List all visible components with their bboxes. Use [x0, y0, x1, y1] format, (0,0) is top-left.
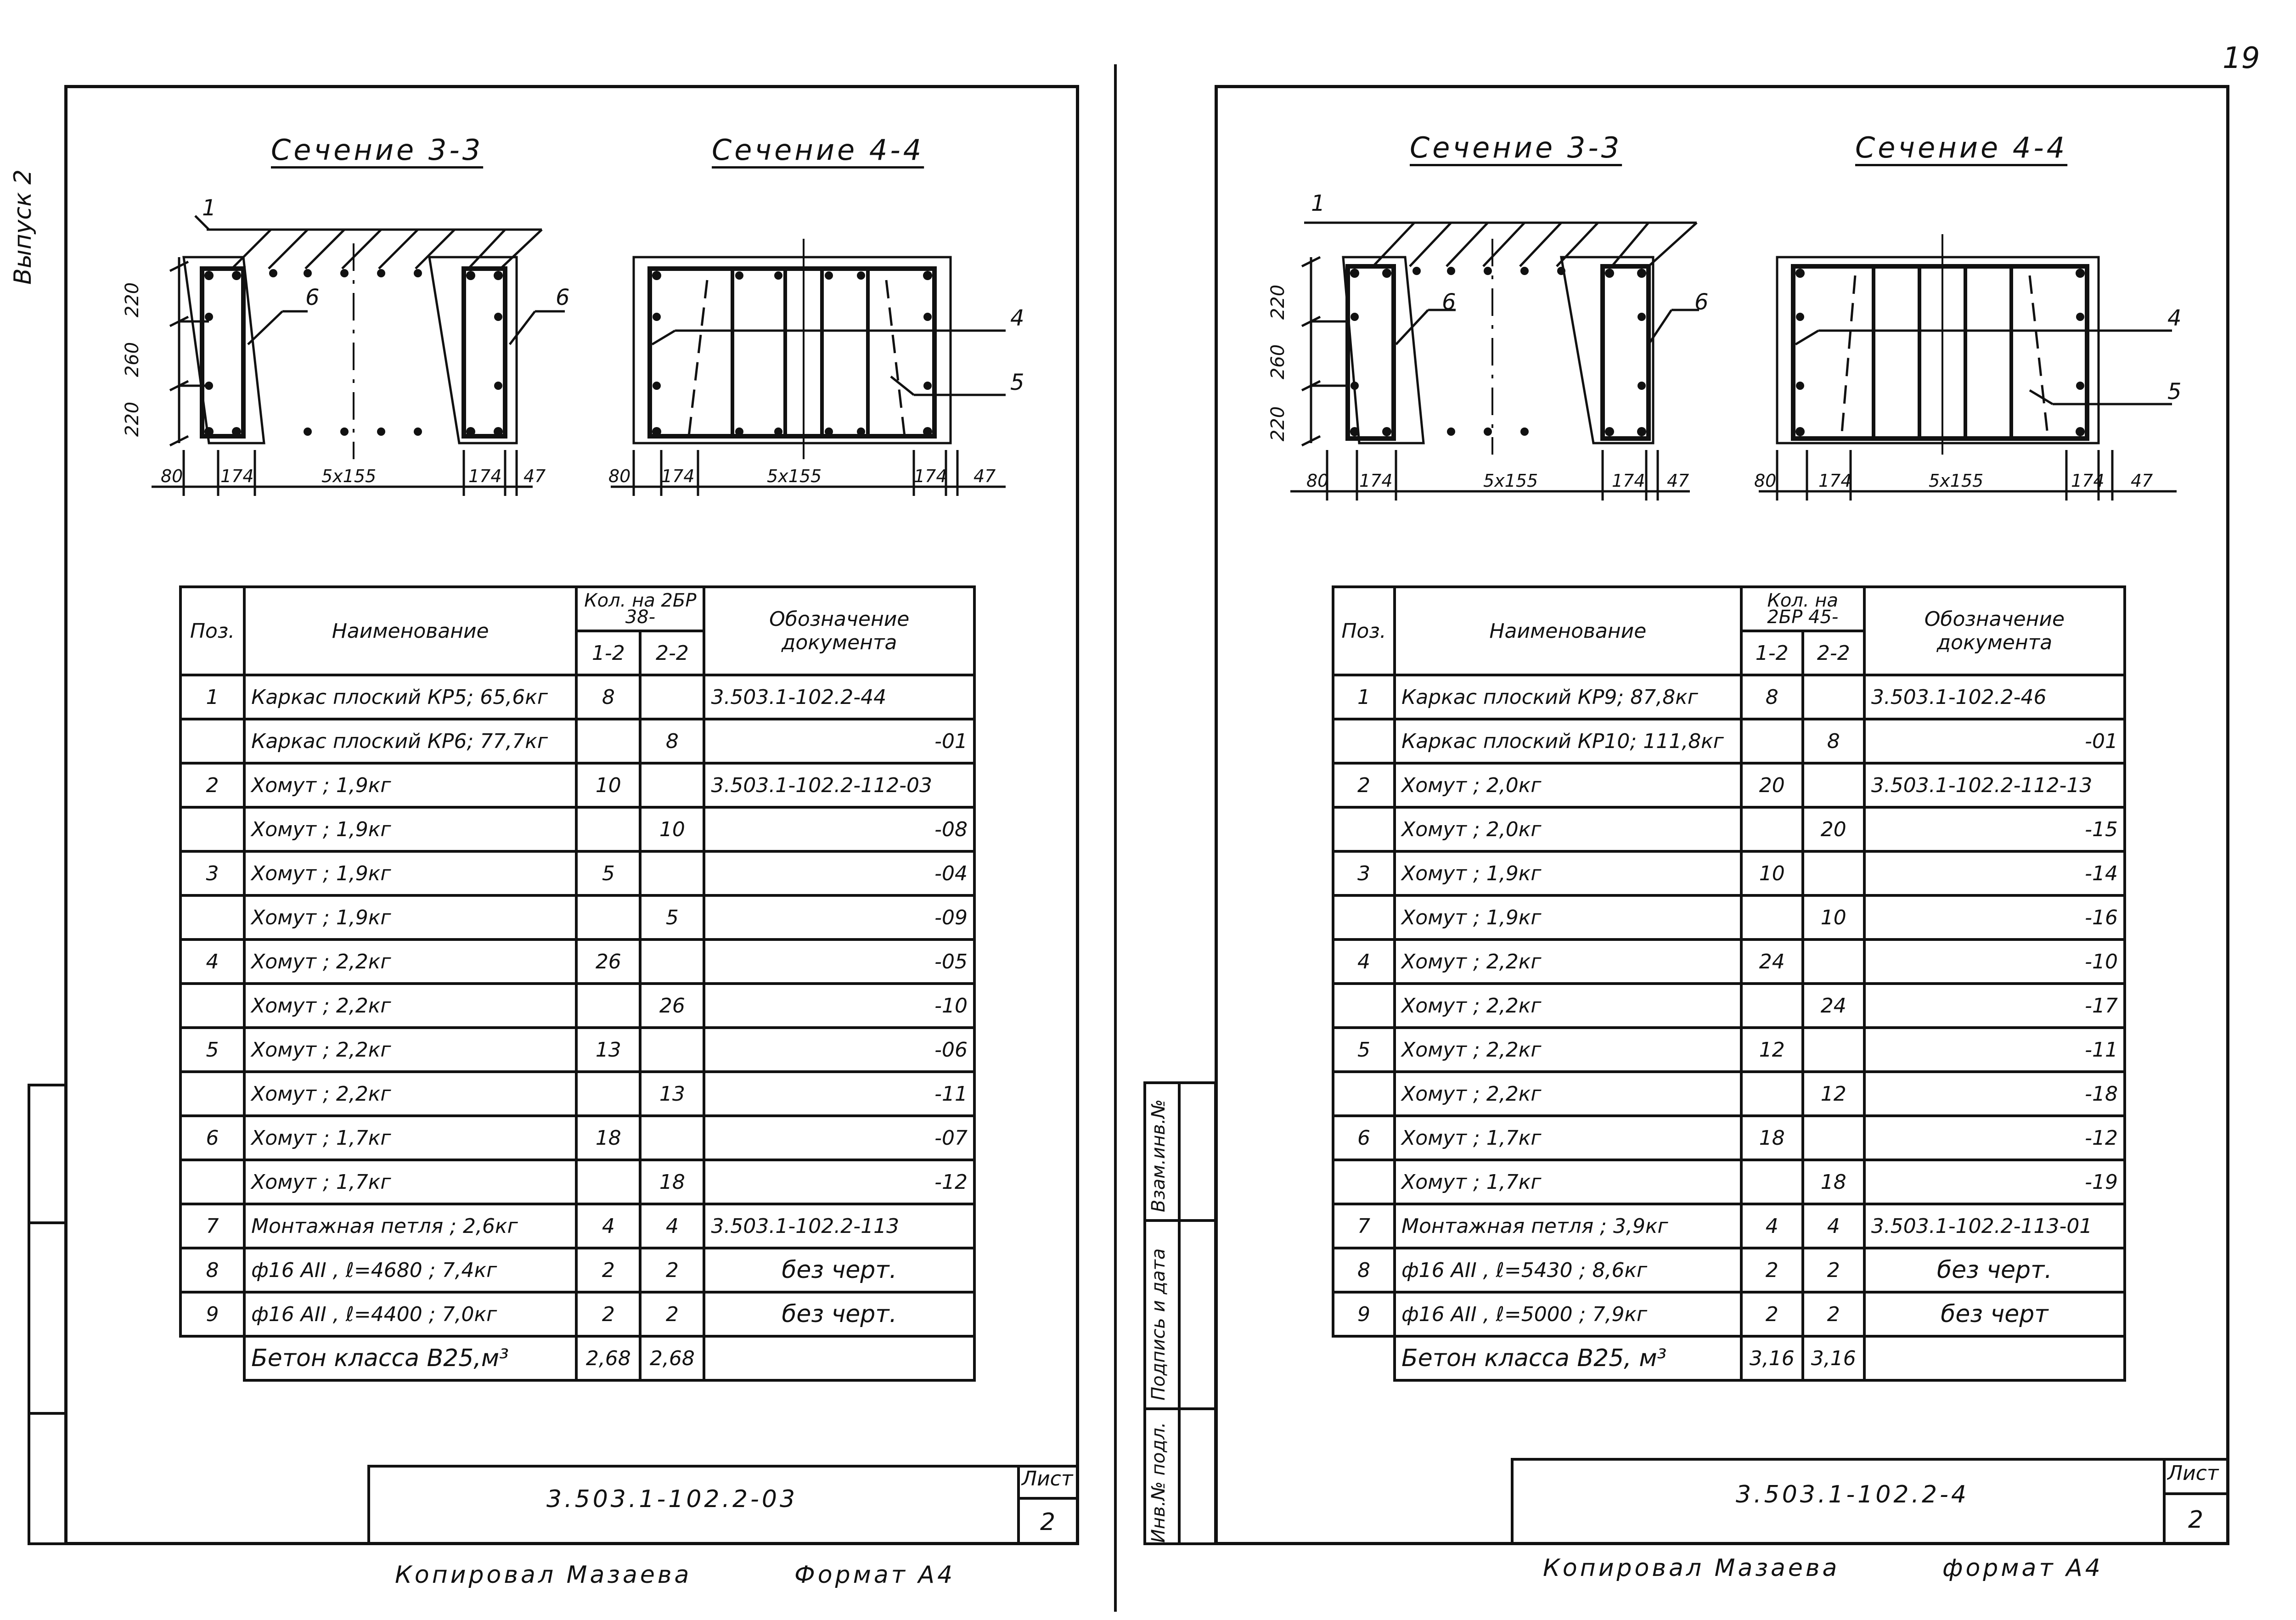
right-dim-b2: 174	[1359, 471, 1393, 491]
cell-pos: 8	[180, 1248, 244, 1292]
cell-q2: 3,16	[1803, 1336, 1864, 1380]
cell-pos: 7	[180, 1204, 244, 1248]
cell-doc: -01	[1864, 719, 2125, 763]
left-frame-kr-right	[464, 269, 505, 436]
th-qty: Кол. на 2БР 38-	[576, 587, 704, 631]
cell-q2	[640, 1116, 704, 1160]
cell-name: Хомут ; 1,9кг	[1395, 851, 1741, 895]
cell-q1	[576, 807, 640, 851]
cell-name: Хомут ; 2,2кг	[244, 939, 576, 984]
table-row	[1333, 1160, 2125, 1204]
cell-q2: 26	[640, 984, 704, 1028]
cell-q1	[1741, 1160, 1803, 1204]
left-mark-4: 4	[1010, 305, 1024, 331]
cell-doc: -08	[704, 807, 974, 851]
cell-name: Хомут ; 2,2кг	[1395, 1028, 1741, 1072]
cell-q1: 24	[1741, 939, 1803, 984]
cell-doc: 3.503.1-102.2-112-13	[1864, 763, 2125, 807]
table-row	[180, 1336, 974, 1380]
cell-name: ф16 АII , ℓ=4680 ; 7,4кг	[244, 1248, 576, 1292]
cell-name: Хомут ; 1,9кг	[244, 851, 576, 895]
cell-doc: -17	[1864, 984, 2125, 1028]
left-dim-b4: 174	[468, 466, 502, 486]
left-sheet-label: Лист	[1022, 1467, 1073, 1491]
left-section-title-4-4: Сечение 4-4	[712, 133, 924, 167]
table-row	[1333, 1028, 2125, 1072]
cell-name: ф16 АII , ℓ=4400 ; 7,0кг	[244, 1292, 576, 1336]
th-1-2: 1-2	[1741, 631, 1803, 675]
cell-doc: 3.503.1-102.2-44	[704, 675, 974, 719]
table-row	[180, 1116, 974, 1160]
right-footer-format: формат А4	[1942, 1554, 2103, 1582]
cell-doc: без черт.	[1864, 1248, 2125, 1292]
left-dim-260: 260	[122, 342, 143, 377]
cell-q1	[576, 984, 640, 1028]
table-row	[1333, 1248, 2125, 1292]
cell-pos: 8	[1333, 1248, 1395, 1292]
cell-doc: без черт.	[704, 1292, 974, 1336]
cell-doc: -04	[704, 851, 974, 895]
cell-q1: 2	[576, 1292, 640, 1336]
cell-q2: 24	[1803, 984, 1864, 1028]
left-dim-b2: 174	[220, 466, 254, 486]
cell-pos	[180, 1336, 244, 1380]
cell-pos	[180, 1072, 244, 1116]
cell-name: Хомут ; 2,2кг	[244, 1028, 576, 1072]
cell-q1	[576, 1072, 640, 1116]
cell-q2	[640, 851, 704, 895]
right-doc-code: 3.503.1-102.2-4	[1736, 1481, 1969, 1508]
left-dim-b1: 80	[161, 466, 183, 486]
cell-doc: 3.503.1-102.2-46	[1864, 675, 2125, 719]
cell-pos: 5	[1333, 1028, 1395, 1072]
cell-name: Каркас плоский КР9; 87,8кг	[1395, 675, 1741, 719]
cell-name: Бетон класса В25,м³	[244, 1336, 576, 1380]
table-row	[180, 763, 974, 807]
cell-name: Хомут ; 2,0кг	[1395, 807, 1741, 851]
th-doc: Обозначение документа	[704, 587, 974, 675]
right-dim-220-bottom: 220	[1267, 406, 1289, 442]
left-mark-6a: 6	[305, 285, 320, 310]
cell-name: Бетон класса В25, м³	[1395, 1336, 1741, 1380]
left-frame-kr-left	[202, 269, 243, 436]
cell-pos: 3	[180, 851, 244, 895]
cell-q1: 3,16	[1741, 1336, 1803, 1380]
cell-pos: 4	[1333, 939, 1395, 984]
cell-name: Хомут ; 1,7кг	[244, 1116, 576, 1160]
left-dim-c2: 174	[661, 466, 695, 486]
cell-doc: -10	[1864, 939, 2125, 984]
cell-q2	[1803, 851, 1864, 895]
th-name: Наименование	[1395, 587, 1741, 675]
right-dim-220-top: 220	[1267, 284, 1289, 320]
th-doc: Обозначение документа	[1864, 587, 2125, 675]
cell-q2: 18	[640, 1160, 704, 1204]
cell-q1: 13	[576, 1028, 640, 1072]
right-mark-6a: 6	[1442, 289, 1456, 315]
cell-name: Хомут ; 2,2кг	[244, 1072, 576, 1116]
cell-q1: 18	[576, 1116, 640, 1160]
cell-pos: 2	[1333, 763, 1395, 807]
left-dim-220-top: 220	[122, 282, 143, 318]
cell-pos	[1333, 1160, 1395, 1204]
cell-name: Хомут ; 2,2кг	[1395, 1072, 1741, 1116]
cell-doc: -11	[1864, 1028, 2125, 1072]
cell-name: Хомут ; 2,0кг	[1395, 763, 1741, 807]
table-row	[180, 1028, 974, 1072]
cell-q2	[1803, 1116, 1864, 1160]
cell-pos	[1333, 1336, 1395, 1380]
cell-q2: 12	[1803, 1072, 1864, 1116]
cell-pos	[180, 807, 244, 851]
right-footer-copied: Копировал Мазаева	[1543, 1554, 1840, 1582]
cell-q2: 20	[1803, 807, 1864, 851]
cell-q1: 2,68	[576, 1336, 640, 1380]
cell-pos: 6	[1333, 1116, 1395, 1160]
cell-name: Хомут ; 1,9кг	[244, 895, 576, 939]
table-row	[1333, 939, 2125, 984]
cell-doc: -09	[704, 895, 974, 939]
table-row	[180, 719, 974, 763]
cell-doc: 3.503.1-102.2-113	[704, 1204, 974, 1248]
table-row	[180, 895, 974, 939]
cell-q1: 8	[576, 675, 640, 719]
right-section-drawings	[1249, 188, 2213, 510]
table-row	[1333, 1204, 2125, 1248]
right-dim-b3: 5x155	[1483, 471, 1538, 491]
left-mark-6b: 6	[556, 285, 570, 310]
cell-q1: 4	[576, 1204, 640, 1248]
cell-doc	[1864, 1336, 2125, 1380]
left-dim-220-bottom: 220	[122, 401, 143, 437]
cell-pos: 1	[1333, 675, 1395, 719]
left-section-4-4-outline	[634, 257, 951, 443]
table-row	[180, 1160, 974, 1204]
cell-q2	[1803, 1028, 1864, 1072]
page-number: 19	[2223, 41, 2260, 75]
cell-pos: 6	[180, 1116, 244, 1160]
cell-doc: -19	[1864, 1160, 2125, 1204]
right-dim-b1: 80	[1306, 471, 1329, 491]
left-doc-code: 3.503.1-102.2-03	[546, 1485, 798, 1513]
table-row	[180, 984, 974, 1028]
cell-doc: -18	[1864, 1072, 2125, 1116]
cell-q1	[576, 719, 640, 763]
table-row	[180, 851, 974, 895]
left-mark-1: 1	[202, 195, 216, 221]
cell-doc: 3.503.1-102.2-112-03	[704, 763, 974, 807]
left-dim-c5: 47	[974, 466, 996, 486]
left-sheet-number: 2	[1040, 1508, 1056, 1536]
cell-pos	[1333, 1072, 1395, 1116]
left-footer-format: Формат А4	[794, 1561, 956, 1589]
cell-q1: 18	[1741, 1116, 1803, 1160]
left-spec-table	[179, 585, 976, 1382]
cell-doc: без черт	[1864, 1292, 2125, 1336]
cell-q1	[1741, 895, 1803, 939]
table-row	[180, 807, 974, 851]
cell-q1: 20	[1741, 763, 1803, 807]
cell-q1	[576, 895, 640, 939]
cell-name: Монтажная петля ; 3,9кг	[1395, 1204, 1741, 1248]
th-2-2: 2-2	[640, 631, 704, 675]
th-qty: Кол. на 2БР 45-	[1741, 587, 1864, 631]
cell-pos: 1	[180, 675, 244, 719]
cell-q1	[1741, 807, 1803, 851]
right-mark-5: 5	[2167, 379, 2182, 405]
table-row	[1333, 1336, 2125, 1380]
right-side-label-orig: Инв.№ подл.	[1148, 1422, 1169, 1543]
th-pos: Поз.	[1333, 587, 1395, 675]
cell-q2: 4	[640, 1204, 704, 1248]
cell-name: Каркас плоский КР5; 65,6кг	[244, 675, 576, 719]
cell-pos	[180, 895, 244, 939]
cell-q2: 13	[640, 1072, 704, 1116]
right-section-title-3-3: Сечение 3-3	[1410, 131, 1622, 164]
cell-name: Хомут ; 1,7кг	[1395, 1116, 1741, 1160]
cell-q2: 18	[1803, 1160, 1864, 1204]
cell-q2	[1803, 939, 1864, 984]
table-row	[1333, 1072, 2125, 1116]
table-row	[180, 1072, 974, 1116]
cell-name: Хомут ; 2,2кг	[1395, 984, 1741, 1028]
right-dim-b4: 174	[1612, 471, 1645, 491]
left-dim-c3: 5x155	[767, 466, 822, 486]
cell-doc: -06	[704, 1028, 974, 1072]
cell-pos	[180, 719, 244, 763]
cell-q2: 2	[1803, 1248, 1864, 1292]
cell-name: Хомут ; 2,2кг	[1395, 939, 1741, 984]
left-binding-strip	[28, 1084, 67, 1545]
table-row	[1333, 1116, 2125, 1160]
cell-q1: 10	[576, 763, 640, 807]
left-dim-c4: 174	[914, 466, 947, 486]
cell-q2: 10	[1803, 895, 1864, 939]
cell-q1	[1741, 719, 1803, 763]
cell-pos: 5	[180, 1028, 244, 1072]
right-side-label-sign: Подпись и дата	[1148, 1248, 1169, 1401]
cell-q2	[1803, 675, 1864, 719]
cell-name: Каркас плоский КР10; 111,8кг	[1395, 719, 1741, 763]
cell-q1: 12	[1741, 1028, 1803, 1072]
cell-doc: 3.503.1-102.2-113-01	[1864, 1204, 2125, 1248]
cell-doc: без черт.	[704, 1248, 974, 1292]
cell-q1	[1741, 1072, 1803, 1116]
cell-pos	[1333, 807, 1395, 851]
cell-q2	[640, 1028, 704, 1072]
left-dim-b3: 5x155	[321, 466, 377, 486]
cell-q2: 8	[1803, 719, 1864, 763]
cell-q1	[576, 1160, 640, 1204]
cell-q1: 26	[576, 939, 640, 984]
cell-pos: 9	[180, 1292, 244, 1336]
cell-pos	[1333, 984, 1395, 1028]
cell-q1: 4	[1741, 1204, 1803, 1248]
cell-pos	[1333, 719, 1395, 763]
left-dim-c1: 80	[608, 466, 631, 486]
cell-q1: 2	[1741, 1292, 1803, 1336]
cell-q2: 4	[1803, 1204, 1864, 1248]
cell-pos: 7	[1333, 1204, 1395, 1248]
table-row	[1333, 719, 2125, 763]
right-title-block-hline	[2163, 1492, 2229, 1495]
th-name: Наименование	[244, 587, 576, 675]
left-footer-copied: Копировал Мазаева	[395, 1561, 692, 1589]
cell-pos	[180, 1160, 244, 1204]
right-dim-c2: 174	[1818, 471, 1852, 491]
cell-doc: -11	[704, 1072, 974, 1116]
cell-doc: -07	[704, 1116, 974, 1160]
cell-pos	[1333, 895, 1395, 939]
cell-name: Хомут ; 1,9кг	[244, 807, 576, 851]
right-side-stamp-line-2	[1143, 1407, 1217, 1410]
right-dim-b5: 47	[1667, 471, 1689, 491]
right-sheet-number: 2	[2188, 1506, 2204, 1534]
left-title-block-hline	[1017, 1497, 1079, 1500]
right-mark-6b: 6	[1694, 289, 1709, 315]
cell-name: Хомут ; 2,2кг	[244, 984, 576, 1028]
cell-name: ф16 АII , ℓ=5430 ; 8,6кг	[1395, 1248, 1741, 1292]
right-spec-table	[1332, 585, 2126, 1382]
th-2-2: 2-2	[1803, 631, 1864, 675]
right-side-stamp-line-1	[1143, 1219, 1217, 1222]
right-dim-c4: 174	[2071, 471, 2105, 491]
cell-q2: 2,68	[640, 1336, 704, 1380]
table-row	[1333, 851, 2125, 895]
cell-name: Хомут ; 1,7кг	[244, 1160, 576, 1204]
table-row	[1333, 895, 2125, 939]
cell-q2	[640, 675, 704, 719]
cell-pos: 3	[1333, 851, 1395, 895]
left-beam-flange-left	[184, 257, 264, 443]
cell-q2: 8	[640, 719, 704, 763]
cell-doc: -15	[1864, 807, 2125, 851]
cell-q1: 2	[1741, 1248, 1803, 1292]
cell-q2: 2	[640, 1248, 704, 1292]
cell-q2: 10	[640, 807, 704, 851]
left-binding-line-2	[28, 1412, 67, 1415]
cell-doc: -10	[704, 984, 974, 1028]
cell-q1: 2	[576, 1248, 640, 1292]
cell-doc: -05	[704, 939, 974, 984]
cell-pos: 9	[1333, 1292, 1395, 1336]
right-dim-c5: 47	[2131, 471, 2153, 491]
cell-q2	[1803, 763, 1864, 807]
table-row	[1333, 675, 2125, 719]
cell-doc: -12	[704, 1160, 974, 1204]
cell-pos: 4	[180, 939, 244, 984]
table-row	[180, 1204, 974, 1248]
right-section-title-4-4: Сечение 4-4	[1855, 131, 2068, 164]
table-row	[1333, 1292, 2125, 1336]
cell-doc: -12	[1864, 1116, 2125, 1160]
right-dim-c3: 5x155	[1929, 471, 1984, 491]
right-side-label-inv: Взам.инв.№	[1148, 1099, 1169, 1212]
cell-name: Хомут ; 1,7кг	[1395, 1160, 1741, 1204]
cell-q1: 5	[576, 851, 640, 895]
left-mark-5: 5	[1010, 370, 1024, 395]
cell-name: ф16 АII , ℓ=5000 ; 7,9кг	[1395, 1292, 1741, 1336]
table-row	[180, 675, 974, 719]
cell-q2: 5	[640, 895, 704, 939]
cell-q2: 2	[640, 1292, 704, 1336]
left-section-title-3-3: Сечение 3-3	[271, 133, 484, 167]
th-1-2: 1-2	[576, 631, 640, 675]
cell-doc: -16	[1864, 895, 2125, 939]
cell-name: Хомут ; 1,9кг	[244, 763, 576, 807]
cell-name: Монтажная петля ; 2,6кг	[244, 1204, 576, 1248]
cell-doc: -14	[1864, 851, 2125, 895]
cell-q2: 2	[1803, 1292, 1864, 1336]
right-dim-c1: 80	[1754, 471, 1777, 491]
cell-name: Каркас плоский КР6; 77,7кг	[244, 719, 576, 763]
table-row	[1333, 984, 2125, 1028]
cell-name: Хомут ; 1,9кг	[1395, 895, 1741, 939]
table-row	[180, 1292, 974, 1336]
cell-pos	[180, 984, 244, 1028]
sheet-divider	[1114, 64, 1117, 1612]
right-mark-1: 1	[1311, 191, 1325, 216]
right-sheet-label: Лист	[2167, 1462, 2219, 1485]
table-row	[1333, 763, 2125, 807]
left-dim-b5: 47	[523, 466, 546, 486]
issue-label: Выпуск 2	[9, 169, 37, 285]
right-side-stamp-vline	[1178, 1081, 1181, 1545]
cell-q1: 8	[1741, 675, 1803, 719]
cell-q1	[1741, 984, 1803, 1028]
cell-q1: 10	[1741, 851, 1803, 895]
cell-q2	[640, 939, 704, 984]
cell-doc: -01	[704, 719, 974, 763]
table-row	[1333, 807, 2125, 851]
left-title-block-divider	[1017, 1465, 1020, 1545]
left-binding-line-1	[28, 1221, 67, 1224]
table-row	[180, 1248, 974, 1292]
right-mark-4: 4	[2167, 305, 2182, 331]
cell-q2	[640, 763, 704, 807]
table-row	[180, 939, 974, 984]
cell-pos: 2	[180, 763, 244, 807]
cell-doc	[704, 1336, 974, 1380]
right-title-block-divider	[2163, 1458, 2166, 1545]
th-pos: Поз.	[180, 587, 244, 675]
right-dim-260: 260	[1267, 344, 1289, 380]
